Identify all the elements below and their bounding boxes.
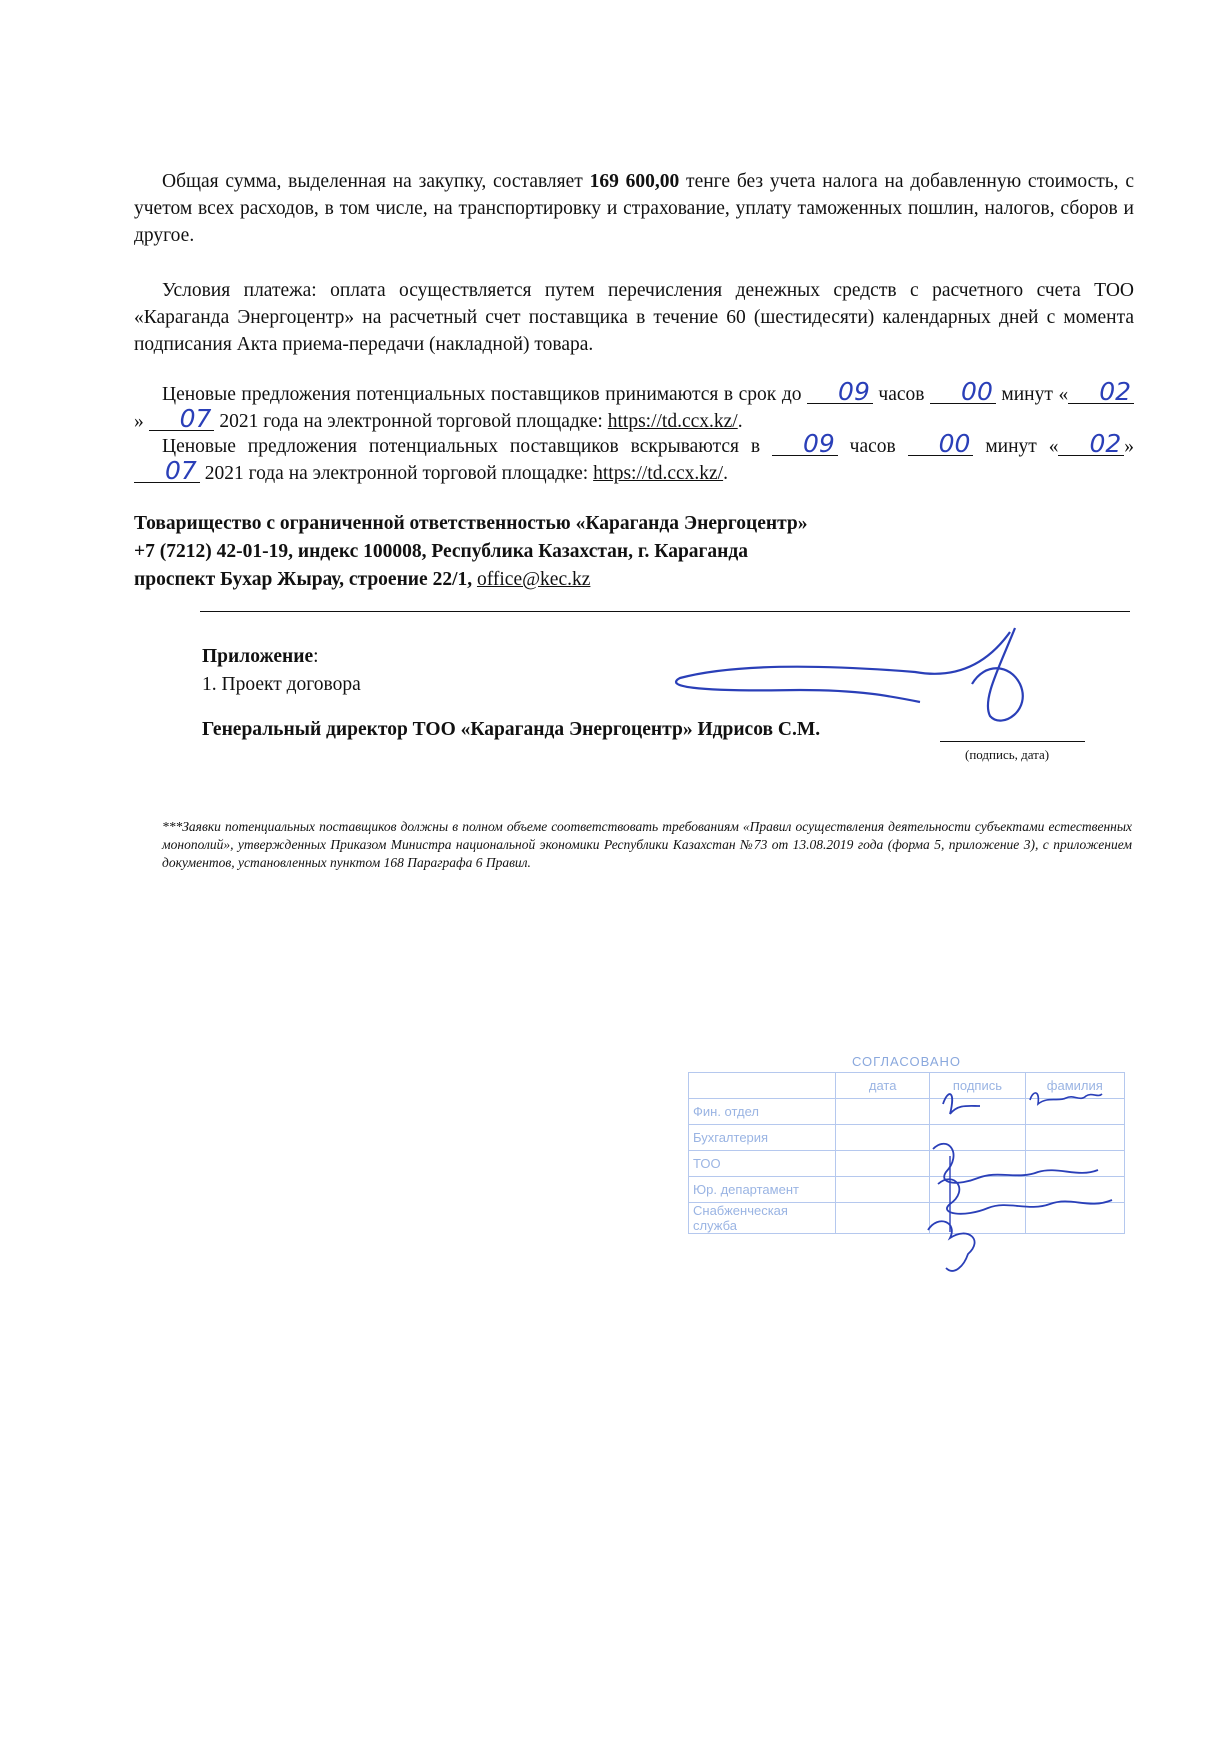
- director-title: Генеральный директор ТОО «Караганда Энергоцентр» Идрисов С.М.: [202, 719, 821, 740]
- stamp-row-label: ТОО: [689, 1151, 836, 1177]
- opening-minute: 00: [908, 433, 974, 456]
- approval-stamp: [688, 1054, 1125, 1264]
- period: .: [723, 463, 728, 484]
- organization-contacts: +7 (7212) 42-01-19, индекс 100008, Республика Казахстан, г. Караганда: [134, 541, 748, 562]
- address-text: проспект Бухар Жырау, строение 22/1,: [134, 569, 477, 590]
- stamp-header-signature: подпись: [930, 1073, 1025, 1099]
- appendix-title: Приложение: [202, 646, 314, 667]
- hours-word: часов: [837, 436, 908, 457]
- total-amount-paragraph: [134, 168, 1134, 249]
- period: .: [737, 411, 743, 432]
- acceptance-lead: Ценовые предложения потенциальных поставщиков принимаются в срок до: [162, 384, 808, 405]
- appendix-block: [202, 643, 361, 699]
- trading-platform-link[interactable]: https://td.ccx.kz/: [593, 463, 724, 484]
- appendix-item: 1. Проект договора: [202, 674, 361, 695]
- organization-name: Товарищество с ограниченной ответственностью «Караганда Энергоцентр»: [134, 513, 808, 534]
- open-quote: «: [1048, 436, 1059, 457]
- acceptance-day: 02: [1068, 381, 1134, 404]
- organization-address: [134, 566, 1134, 594]
- opening-lead: Ценовые предложения потенциальных поставщиков вскрываются в: [162, 436, 772, 457]
- stamp-header-surname: фамилия: [1025, 1073, 1124, 1099]
- total-amount-tail: тенге без учета налога на добавленную стоимость, с учетом всех расходов, в том числе, на транспортировку и страхование, уплату таможенных пошлин, налогов, сборов и другое.: [134, 171, 1135, 246]
- payment-terms-paragraph: Условия платежа: оплата осуществляется путем перечисления денежных средств с расчетного счета ТОО «Караганда Энергоцентр» на расчетный счет поставщика в течение 60 (шестидесяти) календарных дней с момента подписания Акта приема-передачи (накладной) товара.: [134, 280, 1134, 355]
- stamp-row-label: Юр. департамент: [689, 1177, 836, 1203]
- stamp-row-label: Снабженческая служба: [689, 1203, 836, 1234]
- acceptance-minute: 00: [930, 381, 996, 404]
- stamp-title: СОГЛАСОВАНО: [851, 1054, 962, 1069]
- divider-line: [200, 611, 1130, 612]
- acceptance-hour: 09: [807, 381, 873, 404]
- close-quote: »: [134, 411, 144, 432]
- stamp-signatures: [688, 1054, 1125, 1284]
- footnote: ***Заявки потенциальных поставщиков должны в полном объеме соответствовать требованиям «Правил осуществления деятельности субъектами естественных монополий», утвержденных Приказом Министра национальной экономики Республики Казахстан №73 от 13.08.2019 года (форма 5, приложение 3), с приложением документов, установленных пунктом 168 Параграфа 6 Правил.: [162, 819, 1132, 870]
- opening-tail: 2021 года на электронной торговой площадке:: [199, 463, 594, 484]
- total-amount-value: 169 600,00: [589, 171, 680, 192]
- opening-day: 02: [1058, 433, 1124, 456]
- stamp-header-date: дата: [836, 1073, 930, 1099]
- opening-month: 07: [134, 460, 200, 483]
- director-signature: [660, 620, 1070, 730]
- bid-opening-paragraph: [134, 429, 1134, 487]
- signature-caption: (подпись, дата): [965, 747, 1050, 762]
- email-link[interactable]: office@kec.kz: [476, 569, 591, 590]
- minutes-word: минут: [973, 436, 1049, 457]
- close-quote: »: [1124, 436, 1134, 457]
- stamp-row-label: Бухгалтерия: [689, 1125, 836, 1151]
- stamp-row-label: Фин. отдел: [689, 1099, 836, 1125]
- organization-block: [134, 510, 1134, 594]
- acceptance-month: 07: [149, 408, 215, 431]
- total-amount-lead: Общая сумма, выделенная на закупку, составляет: [162, 171, 590, 192]
- bid-acceptance-paragraph: [134, 377, 1134, 435]
- trading-platform-link[interactable]: https://td.ccx.kz/: [607, 411, 738, 432]
- acceptance-tail: 2021 года на электронной торговой площадке:: [214, 411, 608, 432]
- signature-line: [940, 741, 1085, 742]
- appendix-colon: :: [313, 646, 319, 667]
- minutes-word: минут: [995, 384, 1053, 405]
- opening-hour: 09: [772, 433, 838, 456]
- hours-word: часов: [872, 384, 931, 405]
- open-quote: «: [1058, 384, 1069, 405]
